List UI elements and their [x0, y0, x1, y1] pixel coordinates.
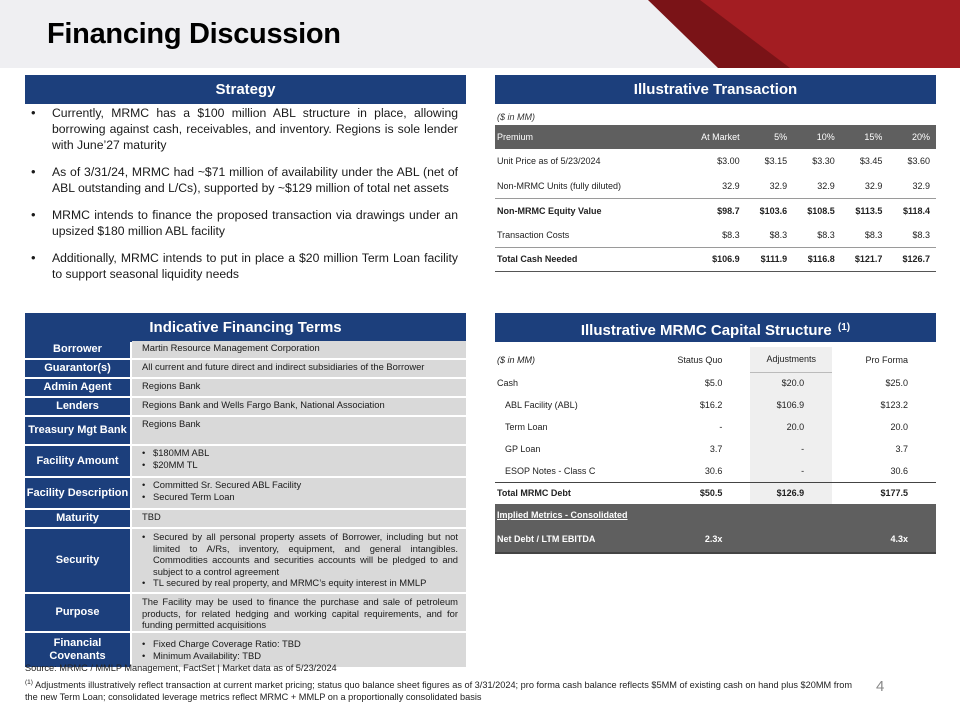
cell: $8.3: [817, 229, 835, 240]
row-label: Total Cash Needed: [495, 247, 682, 272]
cell: $106.9: [750, 394, 832, 416]
footnote-text: Adjustments illustratively reflect transaction at current market pricing; status quo balance sheet figures as of 3/31/2024; pro forma cash balance reflects $5MM of existing cash on hand plus $20MM from the new Term Loan; consolidated leverage metrics reflect MRMC + MMLP on a proportionally consolidated basis: [25, 680, 853, 702]
cell: $123.2: [880, 400, 908, 410]
cell: [750, 526, 832, 553]
terms-header: Indicative Financing Terms: [25, 313, 466, 342]
cell: 32.9: [722, 180, 740, 191]
cell: $3.60: [907, 156, 930, 167]
row-label: GP Loan: [505, 444, 541, 454]
term-bullet: • Fixed Charge Coverage Ratio: TBD: [142, 638, 458, 650]
cell: 3.7: [709, 444, 723, 454]
capital-header-row: [495, 347, 936, 372]
cell: 20.0: [750, 416, 832, 438]
transaction-header-row: [495, 125, 936, 149]
term-value: TBD: [132, 510, 466, 527]
terms-row: [25, 446, 466, 476]
cell: $3.45: [859, 156, 883, 167]
cell: $8.3: [722, 229, 740, 240]
term-value: [132, 478, 466, 508]
metrics-header: [495, 504, 936, 526]
cell: $103.6: [746, 198, 794, 223]
cell: 30.6: [704, 465, 723, 476]
col-header: 20%: [911, 132, 930, 142]
cell: $98.7: [682, 198, 745, 223]
cell: $118.4: [888, 198, 936, 223]
cell: $106.9: [682, 247, 745, 272]
table-row: [495, 149, 936, 174]
term-label: Borrower: [25, 341, 130, 358]
cell: $16.2: [699, 400, 723, 410]
terms-row: [25, 379, 466, 396]
metrics-row: [495, 526, 936, 553]
capital-header-text: Illustrative MRMC Capital Structure: [580, 322, 832, 339]
col-header: 15%: [864, 132, 883, 142]
term-value: [132, 633, 466, 667]
transaction-unit-note: ($ in MM): [497, 112, 535, 122]
cell: $126.7: [888, 247, 936, 272]
cell: $3.30: [812, 156, 835, 167]
table-row: [495, 372, 936, 394]
source-note: Source: MRMC / MMLP Management, FactSet | Market data as of 5/23/2024: [25, 663, 337, 673]
col-header: Adjustments: [750, 347, 832, 372]
terms-table: [25, 341, 466, 669]
cell: $3.00: [717, 156, 740, 167]
row-label: Total MRMC Debt: [495, 482, 643, 504]
terms-row: [25, 478, 466, 508]
strategy-bullet: • Currently, MRMC has a $100 million ABL structure in place, allowing borrowing against cash, receivables, and inventory. Regions is sole lender with June’27 maturity: [28, 105, 458, 153]
term-label: Facility Amount: [25, 446, 130, 476]
page-title: Financing Discussion: [47, 18, 341, 50]
row-label: Unit Price as of 5/23/2024: [497, 156, 601, 167]
row-label: Transaction Costs: [497, 229, 570, 240]
term-label: Treasury Mgt Bank: [25, 417, 130, 444]
strategy-bullet: • As of 3/31/24, MRMC had ~$71 million of availability under the ABL (net of ABL outstanding and L/Cs), supported by ~$129 million of total net assets: [28, 164, 458, 196]
cell: $113.5: [841, 198, 889, 223]
strategy-bullet: • MRMC intends to finance the proposed transaction via drawings under an upsized $180 million ABL facility: [28, 207, 458, 239]
term-label: Admin Agent: [25, 379, 130, 396]
term-bullet: • $180MM ABL: [142, 447, 458, 459]
term-label: Lenders: [25, 398, 130, 415]
cell: -: [719, 422, 723, 432]
term-value: [132, 529, 466, 592]
strategy-bullet: • Additionally, MRMC intends to put in place a $20 million Term Loan facility to support seasonal liquidity needs: [28, 250, 458, 282]
strategy-bullets: [28, 105, 458, 293]
terms-row: [25, 529, 466, 592]
cell: $8.3: [912, 229, 930, 240]
table-row: [495, 394, 936, 416]
cell: $177.5: [832, 482, 936, 504]
row-label: Non-MRMC Units (fully diluted): [497, 180, 622, 191]
metrics-header-text: Implied Metrics - Consolidated: [497, 510, 628, 520]
row-label: Non-MRMC Equity Value: [495, 198, 682, 223]
table-row: [495, 438, 936, 460]
term-value: Regions Bank: [132, 417, 466, 444]
term-value: Regions Bank: [132, 379, 466, 396]
cell: 32.9: [864, 180, 883, 191]
term-value: All current and future direct and indirect subsidiaries of the Borrower: [132, 360, 466, 377]
table-row: [495, 198, 936, 223]
cell: $25.0: [885, 378, 908, 388]
footnote-mark: (1): [25, 679, 33, 686]
cell: $126.9: [750, 482, 832, 504]
cell: 4.3x: [832, 526, 936, 553]
terms-row: [25, 417, 466, 444]
row-label: Net Debt / LTM EBITDA: [495, 526, 643, 553]
term-value: The Facility may be used to finance the purchase and sale of petroleum products, for related hedging and working capital requirements, and for funding permitted acquisitions: [132, 594, 466, 631]
term-label: Security: [25, 529, 130, 592]
col-header: Status Quo: [677, 354, 723, 365]
transaction-table: [495, 125, 936, 272]
table-row: [495, 460, 936, 482]
term-label: Facility Description: [25, 478, 130, 508]
row-label: ABL Facility (ABL): [505, 400, 578, 410]
cell: $111.9: [746, 247, 794, 272]
cell: 20.0: [890, 422, 908, 432]
term-bullet: • Committed Sr. Secured ABL Facility: [142, 479, 458, 491]
cell: -: [750, 460, 832, 482]
term-label: Financial Covenants: [25, 633, 130, 667]
transaction-header: Illustrative Transaction: [495, 75, 936, 104]
table-row: [495, 174, 936, 199]
cell: 30.6: [890, 465, 908, 476]
table-row: [495, 482, 936, 504]
terms-row: [25, 633, 466, 667]
metrics-header-row: [495, 504, 936, 526]
row-label: ESOP Notes - Class C: [505, 465, 596, 476]
term-value: Regions Bank and Wells Fargo Bank, National Association: [132, 398, 466, 415]
cell: $3.15: [764, 156, 788, 167]
cell: -: [750, 438, 832, 460]
capital-unit-note: ($ in MM): [497, 354, 535, 365]
cell: $8.3: [769, 229, 788, 240]
cell: $8.3: [864, 229, 883, 240]
table-row: [495, 416, 936, 438]
term-bullet: • Secured by all personal property assets of Borrower, including but not limited to A/Rs, inventory, equipment, and general intangibles. Commodities accounts and securities accounts will be pledged to and subject to a control agreement: [142, 531, 458, 577]
term-label: Purpose: [25, 594, 130, 631]
col-header: 5%: [774, 132, 788, 142]
cell: 2.3x: [643, 526, 751, 553]
capital-header: [495, 313, 936, 342]
terms-row: [25, 510, 466, 527]
row-label: Cash: [497, 378, 519, 388]
cell: 32.9: [769, 180, 788, 191]
cell: $20.0: [750, 372, 832, 394]
term-bullet: • $20MM TL: [142, 459, 458, 471]
term-value: Martin Resource Management Corporation: [132, 341, 466, 358]
footnote: [25, 677, 860, 703]
cell: 32.9: [817, 180, 835, 191]
cell: $50.5: [643, 482, 751, 504]
row-label: Term Loan: [505, 422, 548, 432]
cell: $121.7: [841, 247, 889, 272]
term-bullet: • Secured Term Loan: [142, 491, 458, 503]
table-row: [495, 223, 936, 248]
term-value: [132, 446, 466, 476]
term-bullet: • Minimum Availability: TBD: [142, 650, 458, 662]
table-row: [495, 247, 936, 272]
terms-row: [25, 594, 466, 631]
cell: 32.9: [912, 180, 930, 191]
unit-note: [495, 347, 643, 372]
strategy-header: Strategy: [25, 75, 466, 104]
col-header: Pro Forma: [865, 354, 908, 365]
capital-table: [495, 347, 936, 554]
terms-row: [25, 398, 466, 415]
terms-row: [25, 341, 466, 358]
cell: $116.8: [793, 247, 841, 272]
terms-row: [25, 360, 466, 377]
cell: $108.5: [793, 198, 841, 223]
term-bullet: • TL secured by real property, and MRMC’s equity interest in MMLP: [142, 577, 458, 589]
capital-header-note: (1): [837, 322, 851, 333]
page-number: 4: [876, 678, 885, 695]
term-label: Guarantor(s): [25, 360, 130, 377]
col-header: 10%: [816, 132, 835, 142]
col-header: Premium: [497, 132, 534, 142]
term-label: Maturity: [25, 510, 130, 527]
cell: 3.7: [895, 444, 908, 454]
cell: $5.0: [704, 378, 723, 388]
col-header: At Market: [701, 132, 740, 142]
